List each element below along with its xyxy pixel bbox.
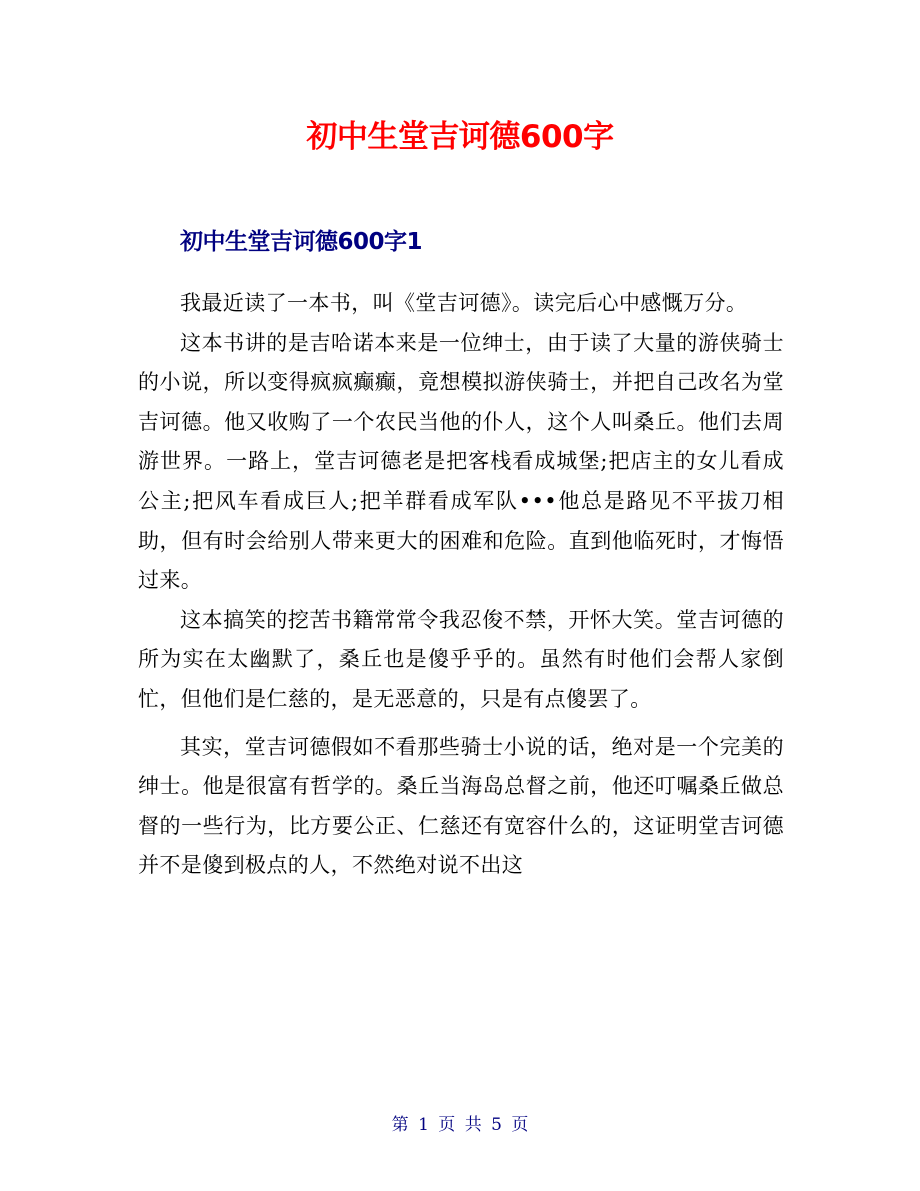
page-indicator: 第 1 页 共 5 页 (391, 1115, 529, 1135)
document-title: 初中生堂吉诃德600字 (306, 119, 614, 155)
paragraph: 其实，堂吉诃德假如不看那些骑士小说的话，绝对是一个完美的绅士。他是很富有哲学的。桑丘当海岛总督之前，他还叮嘱桑丘做总督的一些行为，比方要公正、仁慈还有宽容什么的，这证明堂吉诃德并不是傻到极点的人，不然绝对说不出这 (138, 734, 784, 878)
body-text (138, 284, 784, 886)
paragraph: 这本搞笑的挖苦书籍常常令我忍俊不禁，开怀大笑。堂吉诃德的所为实在太幽默了，桑丘也是傻乎乎的。虽然有时他们会帮人家倒忙，但他们是仁慈的，是无恶意的，只是有点傻罢了。 (138, 607, 784, 711)
paragraph: 这本书讲的是吉哈诺本来是一位绅士，由于读了大量的游侠骑士的小说，所以变得疯疯癫癫，竟想模拟游侠骑士，并把自己改名为堂吉诃德。他又收购了一个农民当他的仆人，这个人叫桑丘。他们去周游世界。一路上，堂吉诃德老是把客栈看成城堡;把店主的女儿看成公主;把风车看成巨人;把羊群看成军队•••他总是路见不平拔刀相助，但有时会给别人带来更大的困难和危险。直到他临死时，才悔悟过来。 (138, 330, 784, 593)
section-heading: 初中生堂吉诃德600字1 (180, 229, 423, 255)
paragraph: 我最近读了一本书，叫《堂吉诃德》。读完后心中感慨万分。 (180, 291, 748, 315)
